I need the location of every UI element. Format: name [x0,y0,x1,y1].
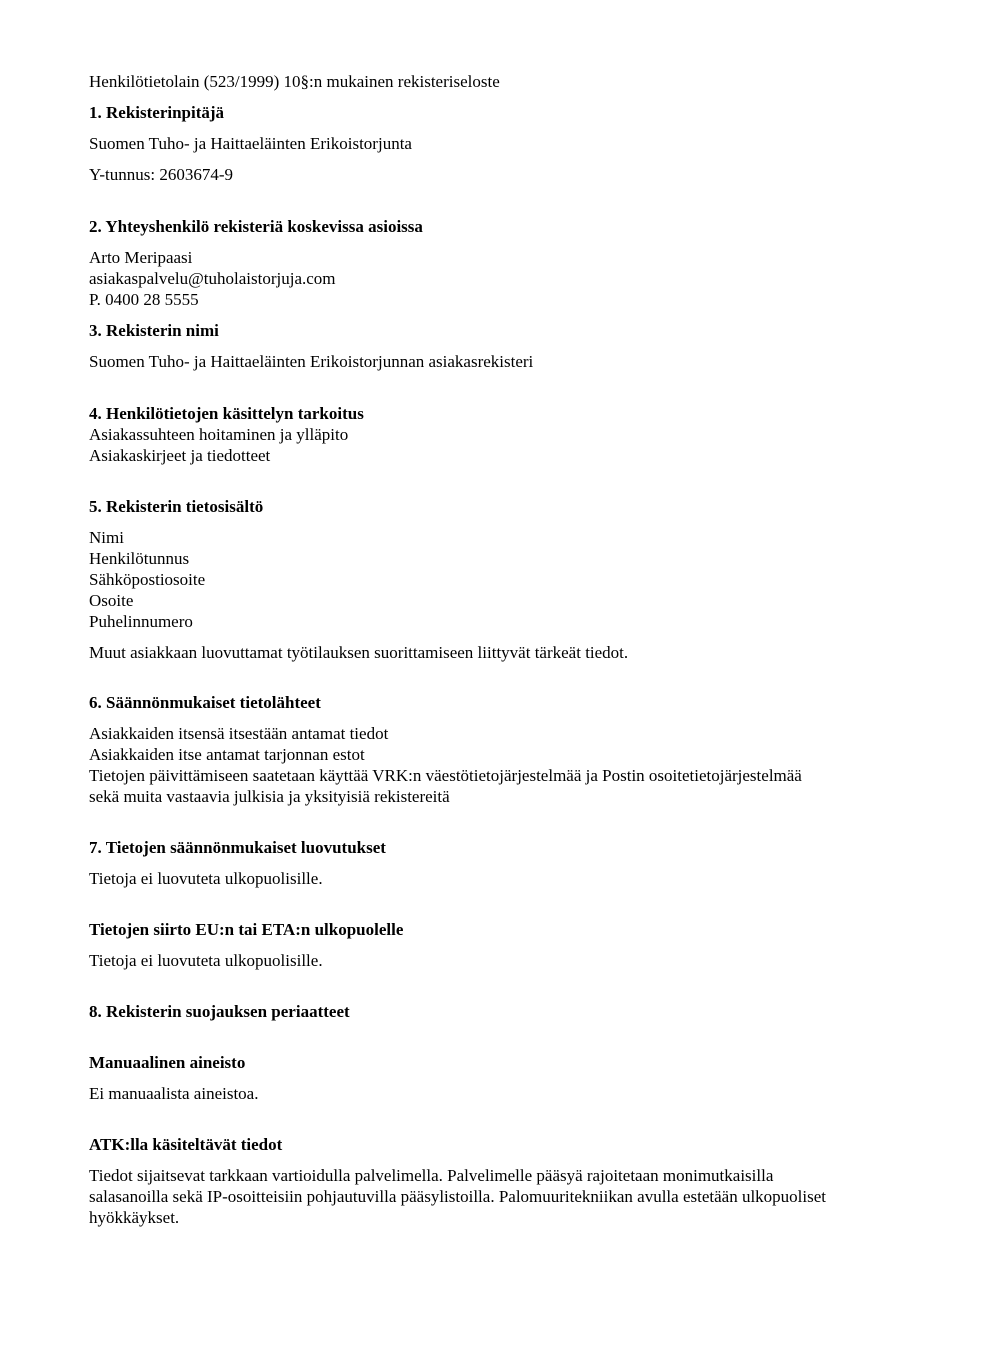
transfer-text: Tietoja ei luovuteta ulkopuolisille. [89,951,323,970]
purpose-item: Asiakassuhteen hoitaminen ja ylläpito [89,425,349,444]
contact-email: asiakaspalvelu@tuholaistorjuja.com [89,269,336,288]
section7-heading: 7. Tietojen säännönmukaiset luovutukset [89,838,386,857]
manual-text: Ei manuaalista aineistoa. [89,1084,259,1103]
digital-heading: ATK:lla käsiteltävät tiedot [89,1135,283,1154]
content-item: Henkilötunnus [89,549,190,568]
source-line: Tietojen päivittämiseen saatetaan käyttää VRK:n väestötietojärjestelmää ja Postin osoitetietojärjestelmää [89,766,802,785]
source-line: sekä muita vastaavia julkisia ja yksityisiä rekistereitä [89,787,450,806]
business-id: Y-tunnus: 2603674-9 [89,165,234,184]
section2-heading: 2. Yhteyshenkilö rekisteriä koskevissa asioissa [89,217,423,236]
contact-phone: P. 0400 28 5555 [89,290,199,309]
content-item: Osoite [89,591,134,610]
content-item: Puhelinnumero [89,612,193,631]
register-name: Suomen Tuho- ja Haittaeläinten Erikoistorjunnan asiakasrekisteri [89,352,534,371]
contact-person: Arto Meripaasi [89,248,193,267]
document [89,71,909,1228]
purpose-item: Asiakaskirjeet ja tiedotteet [89,446,271,465]
source-line: Asiakkaiden itse antamat tarjonnan estot [89,745,365,764]
content-item: Nimi [89,528,124,547]
manual-heading: Manuaalinen aineisto [89,1053,246,1072]
controller-name: Suomen Tuho- ja Haittaeläinten Erikoistorjunta [89,134,412,153]
content-item: Sähköpostiosoite [89,570,206,589]
digital-line: Tiedot sijaitsevat tarkkaan vartioidulla palvelimella. Palvelimelle pääsyä rajoitetaan monimutkaisilla [89,1166,774,1185]
section3-heading: 3. Rekisterin nimi [89,321,219,340]
source-line: Asiakkaiden itsensä itsestään antamat tiedot [89,724,389,743]
section1-heading: 1. Rekisterinpitäjä [89,103,225,122]
section8-heading: 8. Rekisterin suojauksen periaatteet [89,1002,350,1021]
transfer-heading: Tietojen siirto EU:n tai ETA:n ulkopuolelle [89,920,404,939]
section5-heading: 5. Rekisterin tietosisältö [89,497,264,516]
section4-heading: 4. Henkilötietojen käsittelyn tarkoitus [89,404,364,423]
disclosure-text: Tietoja ei luovuteta ulkopuolisille. [89,869,323,888]
digital-line: salasanoilla sekä IP-osoitteisiin pohjautuvilla pääsylistoilla. Palomuuritekniikan avulla estetään ulkopuoliset [89,1187,826,1206]
digital-line: hyökkäykset. [89,1208,180,1227]
section6-heading: 6. Säännönmukaiset tietolähteet [89,693,321,712]
content-note: Muut asiakkaan luovuttamat työtilauksen suorittamiseen liittyvät tärkeät tiedot. [89,643,629,662]
document-intro: Henkilötietolain (523/1999) 10§:n mukainen rekisteriseloste [89,72,500,91]
